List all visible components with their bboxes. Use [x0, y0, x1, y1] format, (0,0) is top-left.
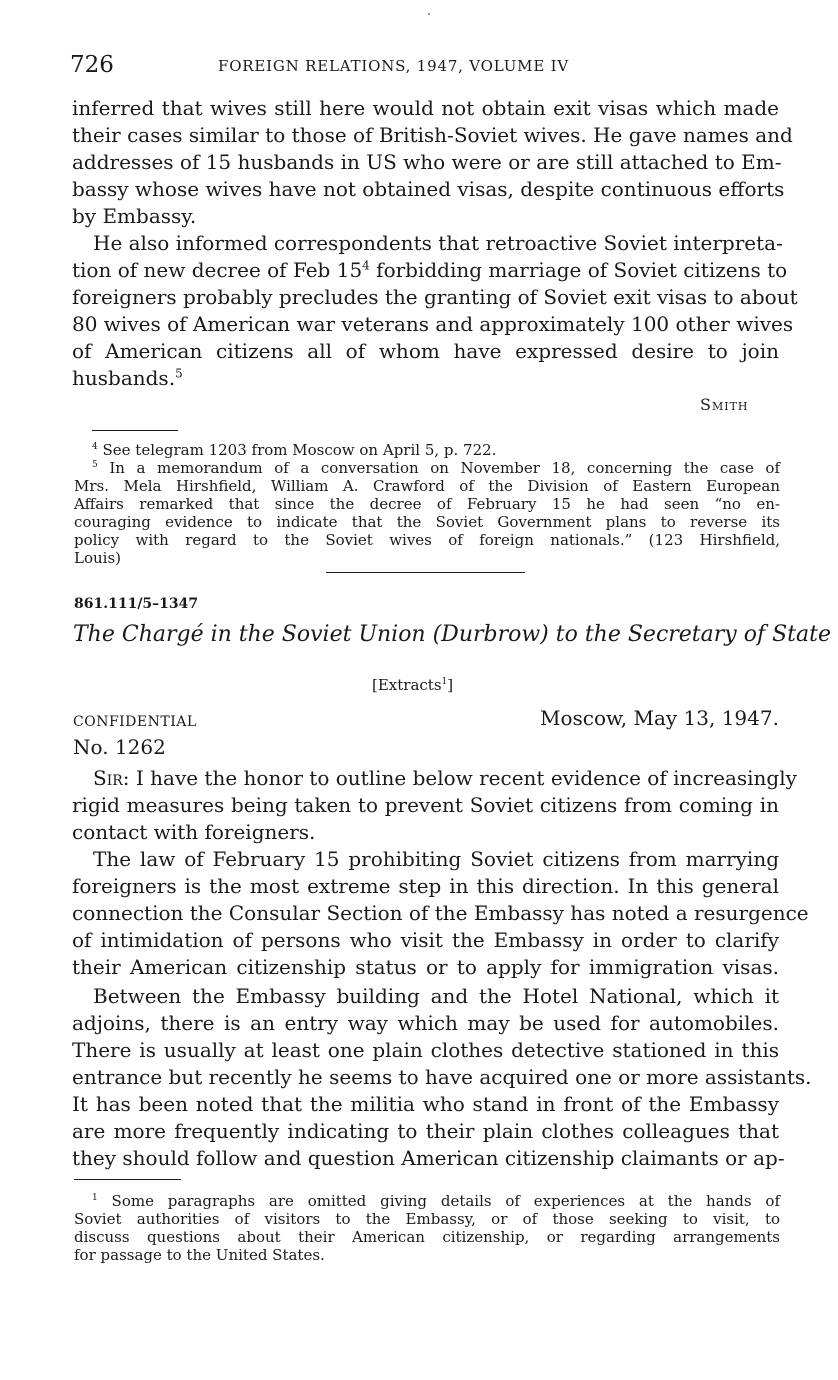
- file-code: 861.111/5–1347: [74, 596, 199, 612]
- body-line: contact with foreigners.: [72, 820, 316, 844]
- footnote-line: discuss questions about their American citizenship, or regarding arrangements: [74, 1228, 780, 1246]
- body-line: foreigners is the most extreme step in this direction. In this general: [72, 874, 779, 898]
- body-line: bassy whose wives have not obtained visas, despite continuous efforts: [72, 177, 785, 201]
- signature: Smith: [700, 395, 749, 414]
- salutation: Sir: [93, 766, 123, 790]
- body-line: rigid measures being taken to prevent Soviet citizens from coming in: [72, 793, 779, 817]
- extracts-label: [Extracts$^1$]: [372, 676, 454, 694]
- footnote-1: $^1$ Some paragraphs are omitted giving details of experiences at the hands of: [92, 1192, 780, 1210]
- body-line: are more frequently indicating to their plain clothes colleagues that: [72, 1119, 779, 1143]
- body-line: of intimidation of persons who visit the Embassy in order to clarify: [72, 928, 779, 952]
- body-line: 80 wives of American war veterans and approximately 100 other wives: [72, 312, 794, 336]
- body-line: Between the Embassy building and the Hotel National, which it: [93, 984, 779, 1008]
- footnote-line: Mrs. Mela Hirshfield, William A. Crawford of the Division of Eastern European: [74, 477, 780, 495]
- footnote-line: Soviet authorities of visitors to the Embassy, or of those seeking to visit, to: [74, 1210, 780, 1228]
- footnote-5: $^5$ In a memorandum of a conversation on November 18, concerning the case of: [92, 459, 780, 477]
- footnote-line: Louis): [74, 549, 121, 567]
- body-line: inferred that wives still here would not obtain exit visas which made: [72, 96, 779, 120]
- body-line: entrance but recently he seems to have acquired one or more assistants.: [72, 1065, 812, 1089]
- document-title: The Chargé in the Soviet Union (Durbrow) to the Secretary of State: [73, 622, 831, 647]
- body-line: addresses of 15 husbands in US who were or are still attached to Em-: [72, 150, 782, 174]
- body-line: There is usually at least one plain clothes detective stationed in this: [72, 1038, 779, 1062]
- footnote-ref-1: 1: [441, 677, 448, 687]
- footnote-ref-5: 5: [175, 366, 183, 381]
- body-line: by Embassy.: [72, 204, 197, 228]
- footnote-line: for passage to the United States.: [74, 1246, 325, 1264]
- footnote-ref-4: 4: [362, 258, 370, 273]
- body-line: adjoins, there is an entry way which may be used for automobiles.: [72, 1011, 779, 1035]
- classification: CONFIDENTIAL: [73, 714, 197, 730]
- section-rule: [326, 572, 525, 573]
- running-title: FOREIGN RELATIONS, 1947, VOLUME IV: [218, 57, 569, 75]
- footnote-rule: [92, 430, 178, 431]
- document-number: No. 1262: [73, 735, 166, 759]
- body-line: The law of February 15 prohibiting Soviet citizens from marrying: [93, 847, 779, 871]
- footnote-4: $^4$ See telegram 1203 from Moscow on April 5, p. 722.: [92, 441, 497, 459]
- page-number: 726: [70, 52, 114, 78]
- body-line: Sir: I have the honor to outline below recent evidence of increasingly: [93, 766, 797, 790]
- footnote-line: policy with regard to the Soviet wives of foreign nationals.” (123 Hirshfield,: [74, 531, 780, 549]
- footnote-line: couraging evidence to indicate that the Soviet Government plans to reverse its: [74, 513, 780, 531]
- body-line: It has been noted that the militia who stand in front of the Embassy: [72, 1092, 779, 1116]
- body-line: their cases similar to those of British-Soviet wives. He gave names and: [72, 123, 793, 147]
- body-line: they should follow and question American citizenship claimants or ap-: [72, 1146, 785, 1170]
- body-line: foreigners probably precludes the granting of Soviet exit visas to about: [72, 285, 798, 309]
- scan-speck: [428, 13, 430, 15]
- body-line: their American citizenship status or to apply for immigration visas.: [72, 955, 779, 979]
- body-line-with-note: tion of new decree of Feb $15^4$ forbidding marriage of Soviet citizens to: [72, 258, 788, 282]
- body-line-with-note: husbands.$^5$: [72, 366, 183, 390]
- place-date: Moscow, May 13, 1947.: [540, 706, 779, 730]
- footnote-line: Affairs remarked that since the decree of February 15 he had seen “no en-: [74, 495, 780, 513]
- body-line: connection the Consular Section of the Embassy has noted a resurgence: [72, 901, 809, 925]
- body-line: of American citizens all of whom have expressed desire to join: [72, 339, 779, 363]
- footnote-rule: [74, 1179, 181, 1180]
- body-line: He also informed correspondents that retroactive Soviet interpreta-: [93, 231, 783, 255]
